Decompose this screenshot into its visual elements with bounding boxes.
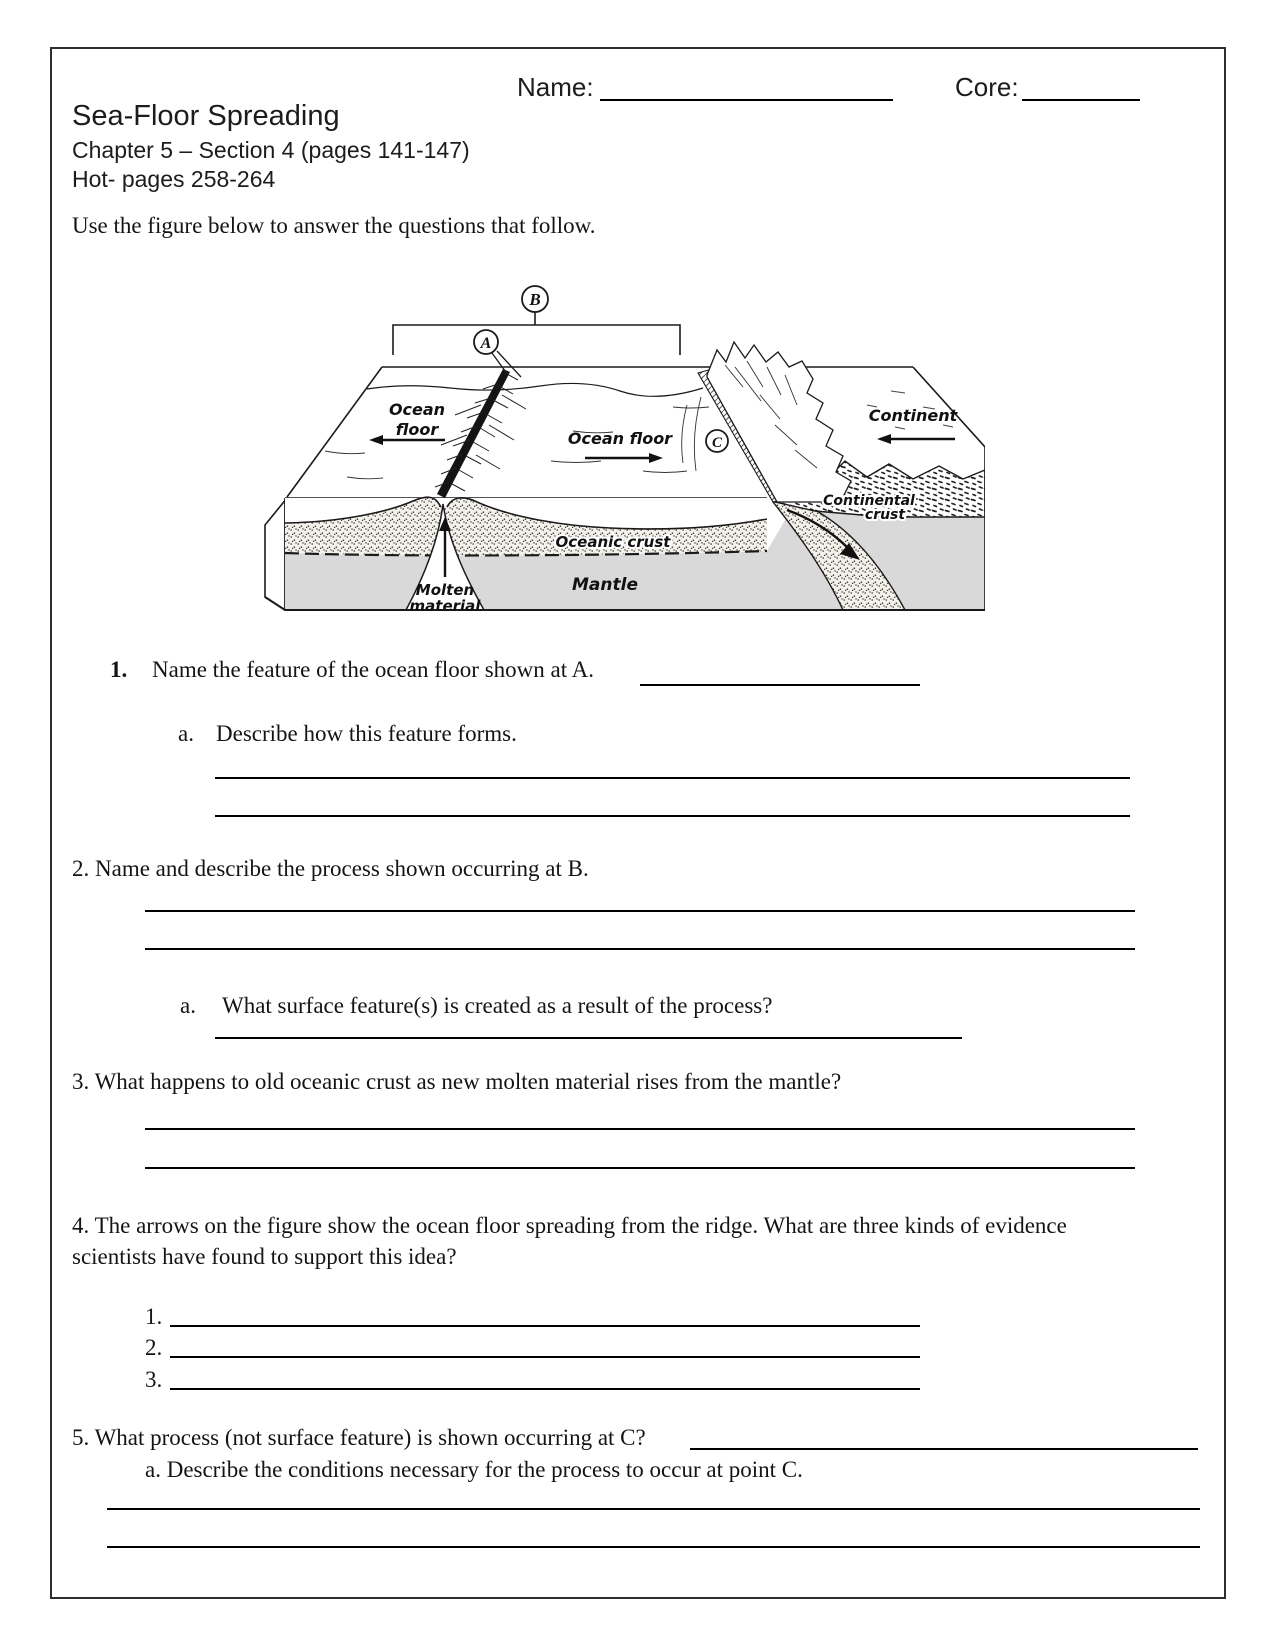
q1a-blank-1 xyxy=(215,777,1130,779)
q4-item3-blank xyxy=(170,1388,920,1390)
molten-material-label-1: Molten xyxy=(415,581,475,599)
q4-item2-blank xyxy=(170,1356,920,1358)
instructions: Use the figure below to answer the questions that follow. xyxy=(72,213,596,238)
ocean-floor-left-label-1: Ocean xyxy=(388,400,446,419)
sea-floor-figure xyxy=(255,255,985,625)
q1a-text: Describe how this feature forms. xyxy=(216,721,517,746)
q5-text: 5. What process (not surface feature) is shown occurring at C? xyxy=(72,1425,646,1450)
q3-text: 3. What happens to old oceanic crust as new molten material rises from the mantle? xyxy=(72,1069,842,1094)
q2-text: 2. Name and describe the process shown occurring at B. xyxy=(72,856,589,881)
label-b: B xyxy=(529,290,541,309)
name-label: Name: xyxy=(517,72,594,102)
core-label: Core: xyxy=(955,72,1019,102)
continental-crust-label-2: crust xyxy=(864,507,906,523)
q1a-blank-2 xyxy=(215,815,1130,817)
q4-item2-number: 2. xyxy=(145,1335,163,1360)
core-blank xyxy=(1022,99,1140,101)
q5a-blank-1 xyxy=(107,1508,1200,1510)
page-title: Sea-Floor Spreading xyxy=(72,100,340,132)
ocean-floor-center-label: Ocean floor xyxy=(567,429,673,448)
q3-blank-1 xyxy=(145,1128,1135,1130)
ocean-floor-left-label-2: floor xyxy=(395,420,439,439)
q1-number: 1. xyxy=(110,657,128,682)
q2-blank-1 xyxy=(145,910,1135,912)
sea-floor-diagram xyxy=(255,255,985,620)
q1-answer-blank xyxy=(640,684,920,686)
bracket-b xyxy=(393,325,680,355)
q5-answer-blank xyxy=(690,1448,1198,1450)
q1a-label: a. xyxy=(178,721,194,746)
page-subtitle2: Hot- pages 258-264 xyxy=(72,166,276,192)
q3-blank-2 xyxy=(145,1167,1135,1169)
continent-label: Continent xyxy=(868,406,958,425)
q4-text-line1: 4. The arrows on the figure show the ocean floor spreading from the ridge. What are three kinds of evidence xyxy=(72,1213,1067,1238)
q5a-blank-2 xyxy=(107,1546,1200,1548)
q4-item1-blank xyxy=(170,1325,920,1327)
q2a-blank xyxy=(215,1037,962,1039)
q4-item1-number: 1. xyxy=(145,1304,163,1329)
continental-crust-label-1: Continental xyxy=(823,493,915,509)
oceanic-crust-label: Oceanic crust xyxy=(555,533,671,551)
q2a-label: a. xyxy=(180,993,196,1018)
q1-text: Name the feature of the ocean floor shown at A. xyxy=(152,657,594,682)
q4-text-line2: scientists have found to support this idea? xyxy=(72,1244,457,1269)
molten-material-label-2: material xyxy=(409,597,481,615)
label-c: C xyxy=(711,435,723,451)
q5a-text: a. Describe the conditions necessary for the process to occur at point C. xyxy=(145,1457,803,1482)
page-subtitle: Chapter 5 – Section 4 (pages 141-147) xyxy=(72,137,470,163)
name-blank xyxy=(600,99,893,101)
label-a: A xyxy=(480,335,492,352)
q2a-text: What surface feature(s) is created as a result of the process? xyxy=(222,993,773,1018)
q2-blank-2 xyxy=(145,948,1135,950)
mantle-label: Mantle xyxy=(572,575,638,595)
q4-item3-number: 3. xyxy=(145,1367,163,1392)
